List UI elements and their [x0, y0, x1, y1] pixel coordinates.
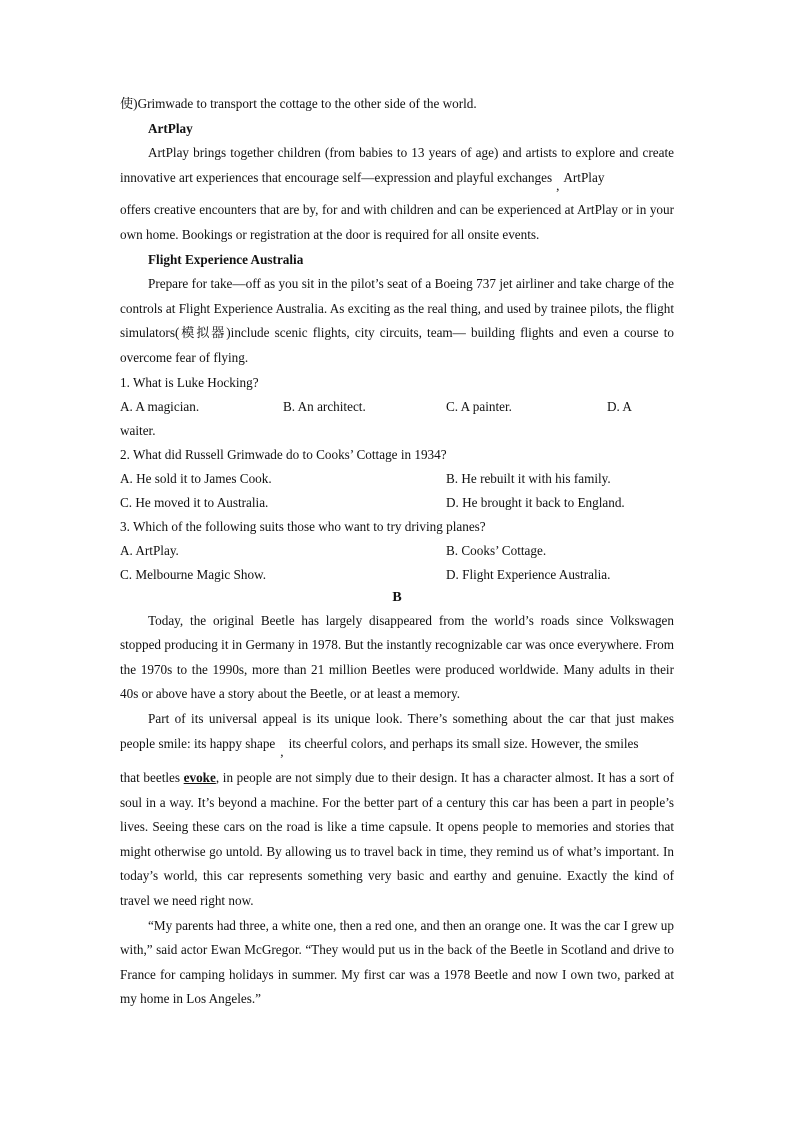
- passage-b-p2-text-d: , in people are not simply due to their design. It has a character almost. It has a sort of soul in a way. It’s beyond a machine. For the better part of a century this car has been a part in people’s lives. Seeing these cars on the road is like a time capsule. It opens people to memories and stories that might otherwise go untold. By allowing us to travel back in time, they remind us of what’s important. In today’s world, this car represents something very basic and earthy and genuine. Exactly the kind of travel we need right now.: [120, 770, 674, 909]
- question-3-stem: 3. Which of the following suits those who want to try driving planes?: [120, 518, 486, 534]
- question-1-option-d[interactable]: D. A: [607, 398, 632, 414]
- question-3-option-d[interactable]: D. Flight Experience Australia.: [446, 566, 611, 582]
- section-b-label: B: [392, 589, 402, 605]
- artplay-paragraph: [120, 141, 674, 193]
- passage-b-paragraph-2-start: [120, 707, 674, 759]
- artplay-text-1: ArtPlay brings together children (from babies to 13 years of age) and artists to explore and create innovative art experiences that encourage self—expression and playful exchanges: [120, 145, 674, 185]
- passage-b-p2-text-a: Part of its universal appeal is its unique look. There’s something about the car that just makes people smile: its happy shape: [120, 710, 674, 751]
- keyword-evoke: evoke: [183, 770, 216, 786]
- passage-b-paragraph-3: “My parents had three, a white one, then a red one, and then an orange one. It was the car I grew up with,” said actor Ewan McGregor. “They would put us in the back of the Beetle in Scotland and drive to France for camping holidays in summer. My first car was a 1978 Beetle and now I own two, parked at my home in Los Angeles.”: [120, 917, 674, 1007]
- artplay-heading: ArtPlay: [148, 120, 193, 136]
- question-2-option-b[interactable]: B. He rebuilt it with his family.: [446, 470, 611, 486]
- question-3-option-c[interactable]: C. Melbourne Magic Show.: [120, 566, 267, 582]
- question-2-options: [120, 467, 674, 515]
- question-3-option-a[interactable]: A. ArtPlay.: [120, 542, 179, 558]
- artplay-paragraph-cont: offers creative encounters that are by, for and with children and can be experienced at ArtPlay or in your own home. Bookings or registration at the door is required for all onsite events.: [120, 202, 674, 242]
- question-1-option-d-wrap: waiter.: [120, 422, 156, 438]
- question-2-option-a[interactable]: A. He sold it to James Cook.: [120, 470, 272, 486]
- question-1-option-c[interactable]: C. A painter.: [446, 398, 512, 414]
- passage-b-p2-text-b: its cheerful colors, and perhaps its small size. However, the smiles: [288, 735, 639, 751]
- question-3-options: [120, 539, 674, 587]
- flight-paragraph: Prepare for take—off as you sit in the pilot’s seat of a Boeing 737 jet airliner and take charge of the controls at Flight Experience Australia. As exciting as the real thing, and used by trainee pilots, the flight simulators(模拟器)include scenic flights, city circuits, team— building flights and even a course to overcome fear of flying.: [120, 276, 674, 365]
- question-1-stem: 1. What is Luke Hocking?: [120, 374, 259, 390]
- artplay-text-2: ArtPlay: [563, 169, 605, 185]
- question-1-option-b[interactable]: B. An architect.: [283, 398, 366, 414]
- question-1-option-a[interactable]: A. A magician.: [120, 398, 200, 414]
- artplay-comma: ,: [556, 177, 560, 193]
- question-2-option-d[interactable]: D. He brought it back to England.: [446, 494, 625, 510]
- continuation-line: 使)Grimwade to transport the cottage to the other side of the world.: [120, 96, 477, 111]
- document-page: [120, 92, 674, 1012]
- flight-heading: Flight Experience Australia: [148, 251, 304, 267]
- question-2-stem: 2. What did Russell Grimwade do to Cooks’ Cottage in 1934?: [120, 446, 447, 462]
- question-2-option-c[interactable]: C. He moved it to Australia.: [120, 494, 269, 510]
- passage-b-paragraph-2-cont: [120, 766, 674, 914]
- passage-b-paragraph-1: Today, the original Beetle has largely disappeared from the world’s roads since Volkswagen stopped producing it in Germany in 1978. But the instantly recognizable car was once everywhere. From the 1970s to the 1990s, more than 21 million Beetles were produced worldwide. Many adults in their 40s or above have a story about the Beetle, or at least a memory.: [120, 612, 674, 702]
- passage-b-p2-text-c: that beetles: [120, 770, 181, 786]
- question-1-options: [120, 395, 674, 419]
- passage-b-p2-comma: ,: [280, 743, 284, 759]
- question-3-option-b[interactable]: B. Cooks’ Cottage.: [446, 542, 547, 558]
